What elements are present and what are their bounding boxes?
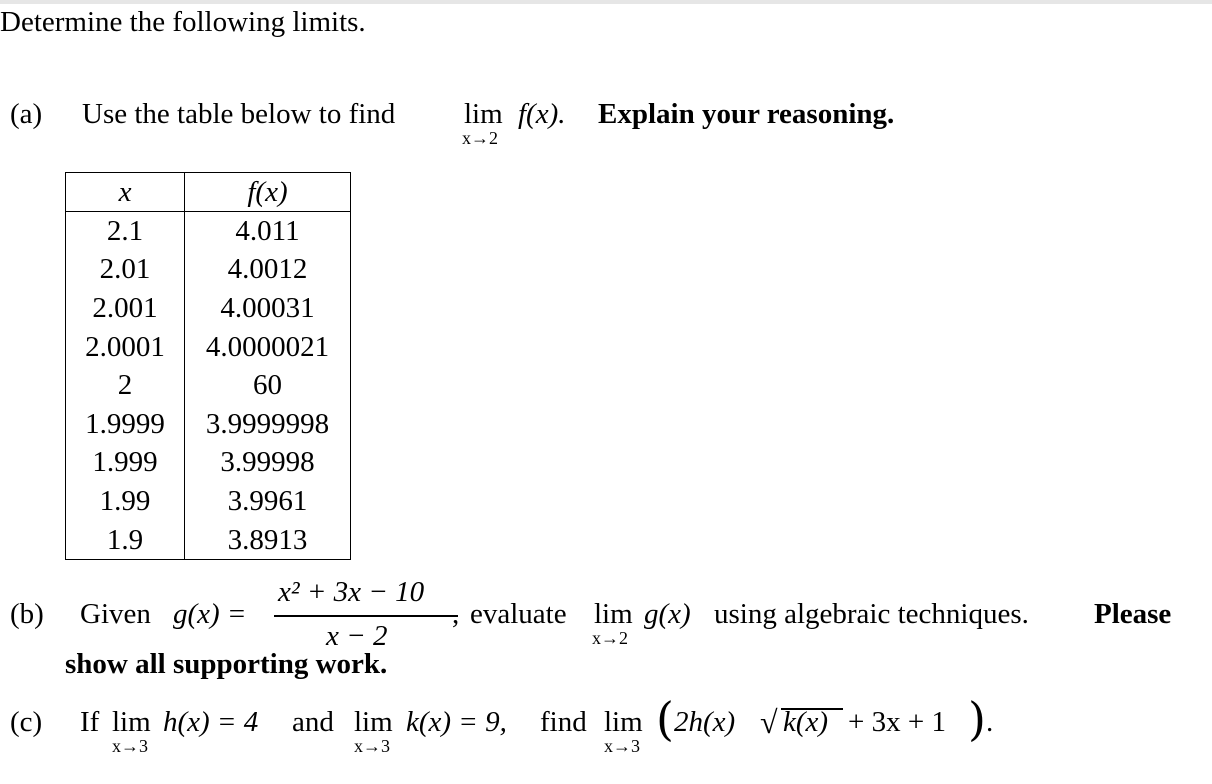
- part-c-expr1: h(x) = 4: [163, 706, 259, 738]
- part-a-lim: lim: [464, 98, 503, 130]
- fraction-bar: [274, 615, 458, 617]
- fraction-denominator: x − 2: [326, 620, 388, 652]
- part-b-function: g(x) =: [173, 598, 247, 630]
- table-cell-fx: 4.00031: [220, 291, 315, 324]
- left-big-paren: (: [656, 692, 674, 746]
- part-c-find: find: [540, 706, 587, 738]
- table-cell-x: 2.1: [66, 212, 185, 251]
- part-b-lim: lim: [594, 598, 633, 630]
- part-b-rest: using algebraic techniques.: [714, 598, 1029, 630]
- table-cell-x: 2.001: [66, 289, 185, 328]
- table-header-fx: f(x): [185, 173, 351, 212]
- part-b-lim-sub: x→2: [592, 628, 628, 648]
- table-row: [66, 366, 351, 405]
- part-b-show-work: show all supporting work.: [65, 648, 388, 680]
- part-c-inner2: + 3x + 1: [848, 706, 946, 738]
- table-row: [66, 405, 351, 444]
- values-table: [65, 172, 351, 560]
- part-c-lim2-sub: x→3: [354, 736, 390, 756]
- part-c-if: If: [80, 706, 100, 738]
- part-b-label: (b): [10, 598, 44, 630]
- table-cell-x: 1.9999: [66, 405, 185, 444]
- part-c-lim1: lim: [112, 706, 151, 738]
- part-c-expr2: k(x) = 9,: [406, 706, 507, 738]
- table-cell-x: 2: [66, 366, 185, 405]
- part-c-lim2: lim: [354, 706, 393, 738]
- table-row: [66, 212, 351, 251]
- table-row: [66, 328, 351, 367]
- part-c-lim3-sub: x→3: [604, 736, 640, 756]
- table-header-x: x: [66, 173, 185, 212]
- heading: Determine the following limits.: [0, 6, 366, 38]
- table-row: [66, 482, 351, 521]
- table-cell-fx: 4.0012: [227, 253, 308, 286]
- part-c-inner1: 2h(x): [674, 706, 736, 738]
- part-b-expr: g(x): [644, 598, 691, 630]
- table-cell-fx: 3.99998: [220, 446, 315, 479]
- top-border: [0, 0, 1212, 4]
- fraction-numerator: x² + 3x − 10: [278, 576, 425, 608]
- table-row: [66, 251, 351, 290]
- part-b-given: Given: [80, 598, 151, 630]
- part-b-please: Please: [1094, 598, 1172, 630]
- table-cell-x: 1.999: [66, 444, 185, 483]
- right-big-paren: ): [968, 692, 986, 746]
- part-a-text: Use the table below to find: [82, 98, 396, 130]
- part-c-period: .: [986, 706, 994, 738]
- part-c-label: (c): [10, 706, 43, 738]
- table-cell-fx: 3.9961: [227, 484, 308, 517]
- table-cell-fx: 60: [253, 369, 282, 402]
- sqrt-sign: √: [760, 704, 778, 740]
- table-cell-x: 2.01: [66, 251, 185, 290]
- part-c-lim3: lim: [604, 706, 643, 738]
- part-b-comma: ,: [452, 598, 460, 630]
- table-cell-fx: 4.0000021: [205, 330, 330, 363]
- part-c-and: and: [292, 706, 334, 738]
- table-row: [66, 289, 351, 328]
- part-c-lim1-sub: x→3: [112, 736, 148, 756]
- table-row: [66, 444, 351, 483]
- table-cell-fx: 4.011: [235, 214, 300, 247]
- table-cell-x: 1.99: [66, 482, 185, 521]
- table-cell-x: 2.0001: [66, 328, 185, 367]
- table-cell-x: 1.9: [66, 521, 185, 560]
- table-row: [66, 521, 351, 560]
- table-cell-fx: 3.8913: [227, 523, 308, 556]
- part-a-lim-sub: x→2: [462, 128, 498, 148]
- part-b-evaluate: evaluate: [470, 598, 567, 630]
- part-a-instruction: Explain your reasoning.: [598, 98, 895, 130]
- table-header-row: [66, 173, 351, 212]
- part-c-radicand: k(x): [783, 706, 829, 738]
- table-cell-fx: 3.9999998: [205, 407, 330, 440]
- part-a-expr: f(x).: [518, 98, 566, 130]
- part-a-label: (a): [10, 98, 43, 130]
